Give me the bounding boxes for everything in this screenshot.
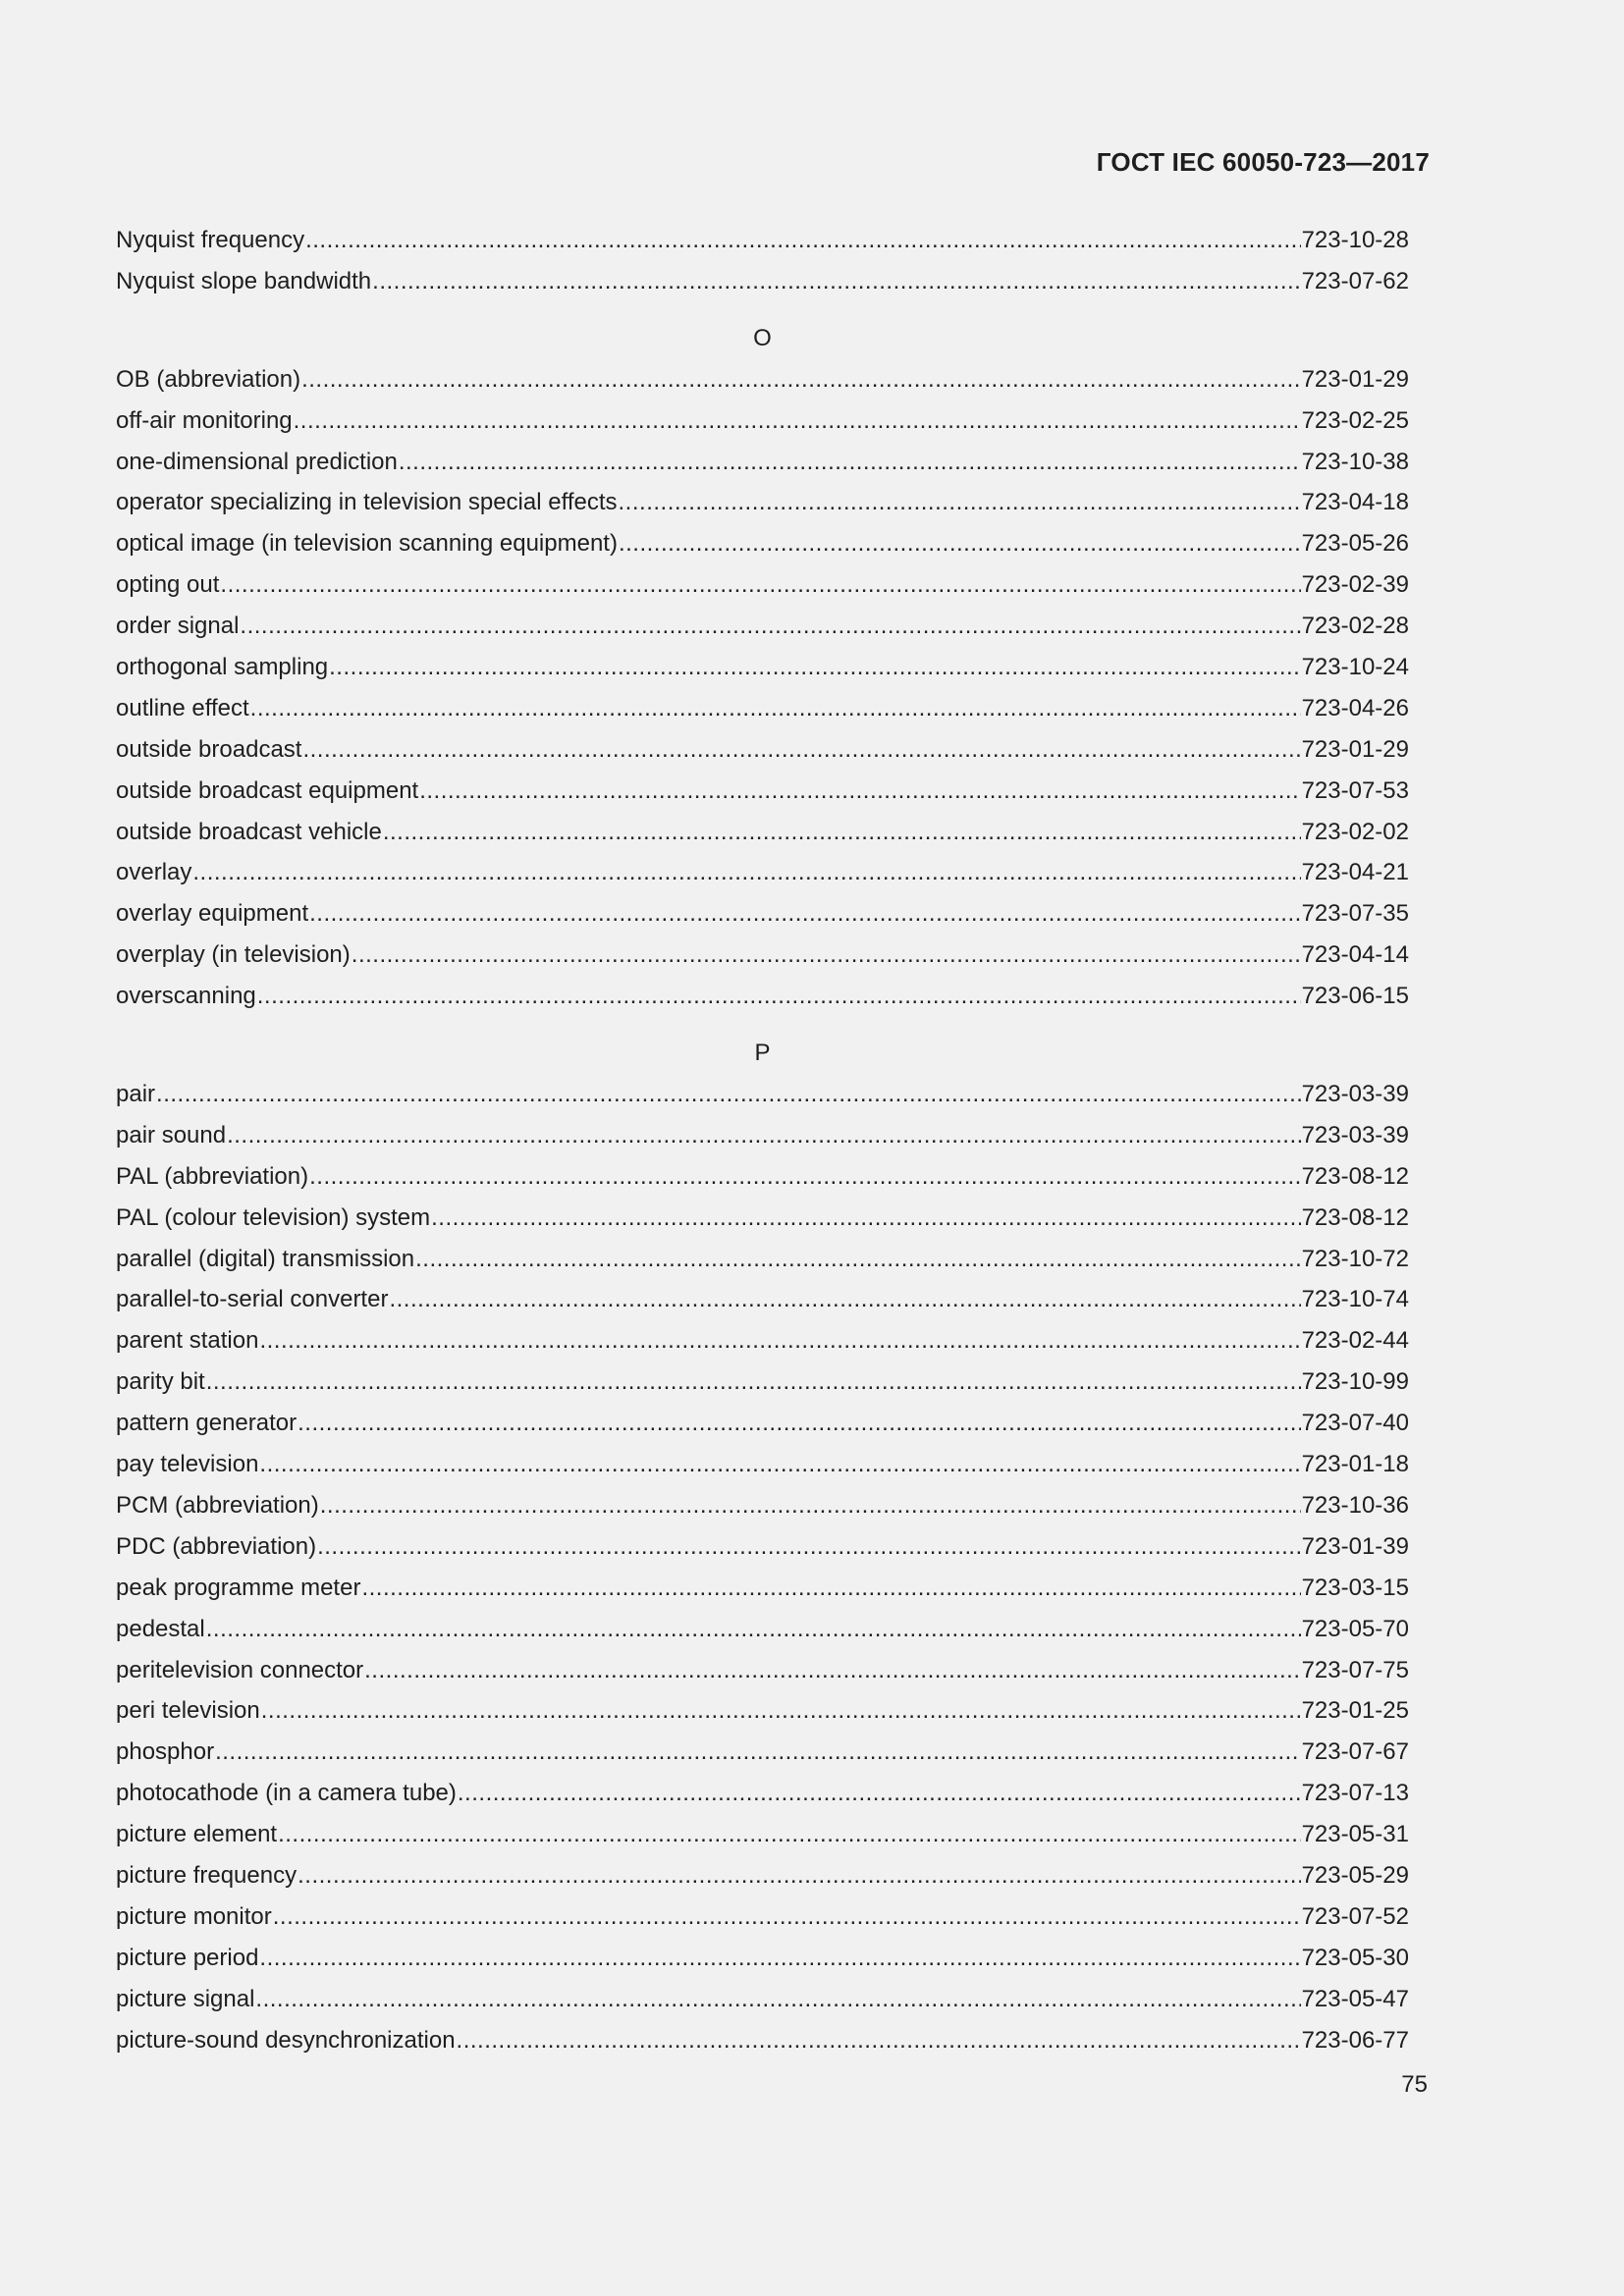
page-number: 75 (1401, 2071, 1428, 2098)
dot-leader (206, 1611, 1301, 1648)
entry-term: orthogonal sampling (116, 654, 329, 681)
entry-term: peritelevision connector (116, 1656, 364, 1683)
dot-leader (361, 1570, 1300, 1607)
index-entry (116, 814, 1409, 855)
dot-leader (257, 978, 1301, 1015)
entry-code: 723-06-15 (1301, 983, 1409, 1010)
entry-code: 723-07-35 (1301, 900, 1409, 928)
index-entry (116, 1692, 1409, 1734)
entry-term: Nyquist slope bandwidth (116, 267, 372, 294)
dot-leader (431, 1200, 1300, 1237)
dot-leader (329, 649, 1300, 686)
dot-leader (317, 1528, 1300, 1566)
entry-term: PAL (colour television) system (116, 1203, 431, 1231)
entry-term: one-dimensional prediction (116, 448, 398, 475)
dot-leader (619, 484, 1301, 521)
entry-code: 723-03-39 (1301, 1081, 1409, 1108)
dot-leader (259, 1322, 1300, 1360)
entry-term: order signal (116, 613, 240, 640)
entry-term: overscanning (116, 983, 256, 1010)
index-entry (116, 444, 1409, 485)
index-entry (116, 1611, 1409, 1652)
index-entry (116, 1363, 1409, 1405)
dot-leader (399, 444, 1301, 481)
entry-code: 723-08-12 (1301, 1203, 1409, 1231)
dot-leader (309, 895, 1300, 933)
index-entry (116, 1446, 1409, 1487)
index-entry (116, 222, 1409, 263)
index-entry (116, 1857, 1409, 1898)
entry-term: PCM (abbreviation) (116, 1491, 319, 1519)
entry-code: 723-04-18 (1301, 489, 1409, 516)
entry-code: 723-02-02 (1301, 818, 1409, 845)
index-entry (116, 1940, 1409, 1981)
dot-leader (415, 1241, 1300, 1278)
index-entry (116, 263, 1409, 304)
entry-term: parity bit (116, 1368, 205, 1396)
index-entry (116, 1734, 1409, 1775)
index-group (116, 1039, 1409, 2062)
entry-term: overplay (in television) (116, 941, 351, 969)
dot-leader (240, 608, 1300, 645)
entry-term: pair (116, 1081, 156, 1108)
entry-code: 723-05-29 (1301, 1861, 1409, 1889)
entry-code: 723-10-99 (1301, 1368, 1409, 1396)
dot-leader (301, 361, 1300, 399)
index-entry (116, 649, 1409, 690)
index-entry (116, 978, 1409, 1019)
dot-leader (305, 222, 1300, 259)
entry-code: 723-02-44 (1301, 1327, 1409, 1355)
dot-leader (383, 814, 1301, 851)
dot-leader (457, 2022, 1301, 2059)
entry-term: pay television (116, 1451, 259, 1478)
entry-term: picture frequency (116, 1861, 298, 1889)
entry-code: 723-07-52 (1301, 1902, 1409, 1930)
dot-leader (619, 525, 1301, 562)
index-entry (116, 1652, 1409, 1693)
index-entry (116, 773, 1409, 814)
entry-term: off-air monitoring (116, 406, 293, 434)
index-entry (116, 1405, 1409, 1446)
entry-term: parallel-to-serial converter (116, 1286, 389, 1313)
entry-term: PAL (abbreviation) (116, 1162, 309, 1190)
entry-code: 723-04-14 (1301, 941, 1409, 969)
entry-term: opting out (116, 571, 220, 599)
entry-code: 723-01-29 (1301, 365, 1409, 393)
dot-leader (372, 263, 1300, 300)
entry-code: 723-07-40 (1301, 1410, 1409, 1437)
dot-leader (309, 1158, 1300, 1196)
entry-term: PDC (abbreviation) (116, 1532, 317, 1560)
dot-leader (273, 1898, 1301, 1936)
entry-term: outline effect (116, 694, 249, 721)
entry-code: 723-10-28 (1301, 227, 1409, 253)
entry-code: 723-05-26 (1301, 530, 1409, 558)
entry-term: peak programme meter (116, 1574, 361, 1601)
entry-code: 723-04-21 (1301, 859, 1409, 886)
index-entry (116, 402, 1409, 444)
index-entry (116, 1322, 1409, 1363)
entry-code: 723-10-74 (1301, 1286, 1409, 1313)
entry-code: 723-03-39 (1301, 1121, 1409, 1148)
dot-leader (255, 1981, 1300, 2018)
entry-term: OB (abbreviation) (116, 365, 301, 393)
index-entry (116, 1281, 1409, 1322)
entry-code: 723-01-29 (1301, 735, 1409, 763)
entry-code: 723-02-28 (1301, 613, 1409, 640)
index-entry (116, 690, 1409, 731)
entry-code: 723-05-31 (1301, 1821, 1409, 1848)
entry-term: overlay (116, 859, 192, 886)
entry-code: 723-06-77 (1301, 2026, 1409, 2054)
dot-leader (259, 1446, 1300, 1483)
term-index (116, 222, 1409, 2062)
index-entry (116, 566, 1409, 608)
index-entry (116, 608, 1409, 649)
index-entry (116, 1200, 1409, 1241)
entry-code: 723-01-18 (1301, 1451, 1409, 1478)
entry-term: overlay equipment (116, 900, 309, 928)
entry-term: outside broadcast vehicle (116, 818, 382, 845)
index-entry (116, 1775, 1409, 1816)
entry-term: outside broadcast equipment (116, 776, 419, 804)
dot-leader (206, 1363, 1301, 1401)
dot-leader (227, 1117, 1301, 1154)
index-entry (116, 361, 1409, 402)
dot-leader (278, 1816, 1300, 1853)
dot-leader (259, 1940, 1300, 1977)
dot-leader (220, 566, 1300, 604)
entry-code: 723-10-38 (1301, 448, 1409, 475)
index-entry (116, 525, 1409, 566)
index-entry (116, 1528, 1409, 1570)
entry-term: peri television (116, 1697, 260, 1725)
dot-leader (302, 731, 1300, 769)
section-letter: P (754, 1040, 771, 1067)
entry-code: 723-03-15 (1301, 1574, 1409, 1601)
entry-term: Nyquist frequency (116, 227, 305, 253)
entry-term: photocathode (in a camera tube) (116, 1780, 457, 1807)
dot-leader (364, 1652, 1300, 1689)
index-group (116, 222, 1409, 304)
index-entry (116, 1898, 1409, 1940)
entry-term: pedestal (116, 1615, 205, 1642)
dot-leader (458, 1775, 1301, 1812)
entry-term: phosphor (116, 1738, 215, 1766)
dot-leader (389, 1281, 1300, 1318)
entry-term: picture signal (116, 1985, 255, 2012)
index-entry (116, 854, 1409, 895)
entry-code: 723-01-39 (1301, 1532, 1409, 1560)
entry-term: pair sound (116, 1121, 227, 1148)
index-entry (116, 1981, 1409, 2022)
index-entry (116, 484, 1409, 525)
dot-leader (261, 1692, 1301, 1730)
dot-leader (419, 773, 1300, 810)
entry-code: 723-10-72 (1301, 1245, 1409, 1272)
dot-leader (215, 1734, 1301, 1771)
dot-leader (250, 690, 1301, 727)
index-entry (116, 1487, 1409, 1528)
entry-code: 723-07-67 (1301, 1738, 1409, 1766)
index-entry (116, 895, 1409, 936)
entry-code: 723-04-26 (1301, 694, 1409, 721)
entry-code: 723-05-30 (1301, 1944, 1409, 1971)
entry-code: 723-02-25 (1301, 406, 1409, 434)
section-letter: O (753, 324, 772, 351)
entry-code: 723-07-53 (1301, 776, 1409, 804)
entry-term: parallel (digital) transmission (116, 1245, 415, 1272)
index-entry (116, 1570, 1409, 1611)
entry-code: 723-07-75 (1301, 1656, 1409, 1683)
entry-code: 723-05-70 (1301, 1615, 1409, 1642)
entry-term: parent station (116, 1327, 259, 1355)
entry-code: 723-02-39 (1301, 571, 1409, 599)
entry-code: 723-01-25 (1301, 1697, 1409, 1725)
entry-term: picture period (116, 1944, 259, 1971)
entry-term: operator specializing in television special effects (116, 489, 618, 516)
index-entry (116, 936, 1409, 978)
entry-code: 723-08-12 (1301, 1162, 1409, 1190)
index-entry (116, 1117, 1409, 1158)
dot-leader (298, 1405, 1300, 1442)
dot-leader (294, 402, 1301, 440)
entry-code: 723-05-47 (1301, 1985, 1409, 2012)
entry-term: pattern generator (116, 1410, 298, 1437)
index-entry (116, 1816, 1409, 1857)
entry-term: picture monitor (116, 1902, 272, 1930)
dot-leader (192, 854, 1300, 891)
index-entry (116, 1241, 1409, 1282)
entry-term: optical image (in television scanning equipment) (116, 530, 618, 558)
dot-leader (320, 1487, 1301, 1524)
index-entry (116, 731, 1409, 773)
entry-code: 723-07-13 (1301, 1780, 1409, 1807)
entry-code: 723-10-36 (1301, 1491, 1409, 1519)
page-header: ГОСТ IEC 60050-723—2017 (1096, 147, 1430, 177)
entry-term: picture-sound desynchronization (116, 2026, 456, 2054)
index-group (116, 324, 1409, 1019)
dot-leader (156, 1076, 1301, 1113)
entry-code: 723-10-24 (1301, 654, 1409, 681)
dot-leader (352, 936, 1301, 974)
entry-term: outside broadcast (116, 735, 302, 763)
dot-leader (298, 1857, 1300, 1895)
index-entry (116, 1076, 1409, 1117)
index-entry (116, 1158, 1409, 1200)
entry-code: 723-07-62 (1301, 267, 1409, 294)
index-entry (116, 2022, 1409, 2063)
entry-term: picture element (116, 1821, 278, 1848)
